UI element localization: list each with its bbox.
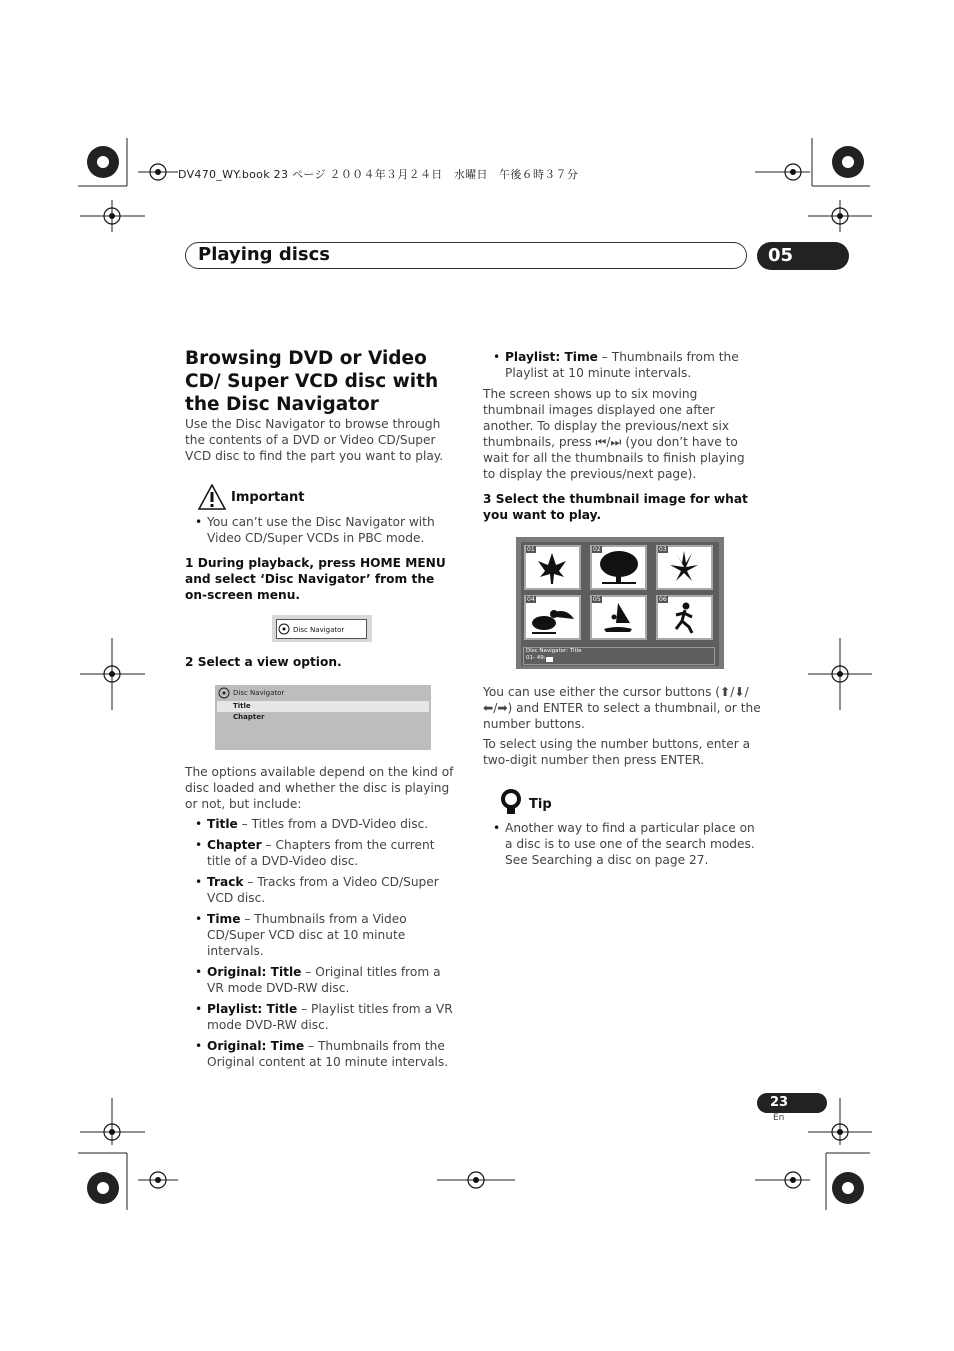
thumbnail-number: 04 bbox=[527, 596, 535, 603]
option-desc: – Titles from a DVD-Video disc. bbox=[237, 817, 429, 831]
option-item bbox=[185, 1001, 460, 1033]
option-desc: – Thumbnails from the Original content at 10 minute intervals. bbox=[207, 1039, 449, 1069]
disc-icon bbox=[278, 623, 290, 635]
lightbulb-icon bbox=[498, 788, 524, 816]
options-list bbox=[185, 816, 460, 1075]
option-item bbox=[185, 837, 460, 869]
option-term: Time bbox=[207, 912, 241, 926]
option-term: Original: Time bbox=[207, 1039, 305, 1053]
option-term: Playlist: Title bbox=[207, 1002, 298, 1016]
thumbnail-number: 02 bbox=[593, 546, 601, 553]
option-term: Title bbox=[207, 817, 238, 831]
step-1: 1 During playback, press HOME MENU and select ‘Disc Navigator’ from the on-screen menu. bbox=[185, 556, 446, 602]
option-desc: – Thumbnails from the Playlist at 10 minute intervals. bbox=[505, 350, 739, 380]
option-item bbox=[185, 874, 460, 906]
option-item bbox=[185, 911, 460, 959]
important-title: Important bbox=[231, 490, 305, 505]
print-header: DV470_WY.book 23 ページ ２００４年３月２４日 水曜日 午後６時３７分 bbox=[178, 168, 579, 181]
tree-icon bbox=[592, 547, 645, 588]
step-3: 3 Select the thumbnail image for what you want to play. bbox=[483, 492, 748, 522]
option-desc: – Thumbnails from a Video CD/Super VCD disc at 10 minute intervals. bbox=[207, 912, 407, 958]
option-desc: – Playlist titles from a VR mode DVD-RW disc. bbox=[207, 1002, 453, 1032]
menu-item-label: Disc Navigator bbox=[293, 626, 345, 634]
option-item bbox=[185, 1038, 460, 1070]
step-2: 2 Select a view option. bbox=[185, 655, 342, 669]
tip-list bbox=[483, 820, 758, 873]
thumbnail-number: 03 bbox=[659, 546, 667, 553]
toucan-icon bbox=[526, 597, 579, 638]
page-language: En bbox=[773, 1113, 785, 1123]
disc-icon bbox=[218, 687, 230, 699]
option-desc: – Chapters from the current title of a DVD-Video disc. bbox=[207, 838, 435, 868]
chapter-number: 05 bbox=[768, 245, 794, 266]
important-list bbox=[185, 514, 455, 551]
number-paragraph: To select using the number buttons, enter a two-digit number then press ENTER. bbox=[483, 737, 751, 767]
warning-icon bbox=[198, 484, 226, 510]
status-title: Disc Navigator: Title bbox=[526, 648, 582, 654]
option-term: Chapter bbox=[207, 838, 262, 852]
option-term: Playlist: Time bbox=[505, 350, 598, 364]
thumbnail-number: 01 bbox=[527, 546, 535, 553]
option-term: Original: Title bbox=[207, 965, 302, 979]
option-item bbox=[185, 964, 460, 996]
options-intro: The options available depend on the kind of disc loaded and whether the disc is playing or not, but include: bbox=[185, 765, 454, 811]
option-term: Track bbox=[207, 875, 244, 889]
important-item: • You can’t use the Disc Navigator with Video CD/Super VCDs in PBC mode. bbox=[185, 514, 455, 546]
thumbnail-number: 06 bbox=[659, 596, 667, 603]
option-desc: – Tracks from a Video CD/Super VCD disc. bbox=[207, 875, 439, 905]
screen-paragraph: The screen shows up to six moving thumbnail images displayed one after another. To display the previous/next six thumbnails, press ⏮/⏭ (you don’t have to wait for all the thumbnails to finish playing to display the previous/next page). bbox=[483, 387, 745, 481]
option-item bbox=[483, 349, 758, 381]
thumbnail-number: 05 bbox=[593, 596, 601, 603]
option-item bbox=[185, 816, 460, 832]
view-option-title: Title bbox=[233, 702, 251, 710]
page-number: 23 bbox=[770, 1095, 789, 1110]
section-title: Playing discs bbox=[198, 244, 330, 265]
status-value: 01- 49: bbox=[526, 655, 546, 661]
tip-title: Tip bbox=[529, 797, 552, 812]
tip-item: • Another way to find a particular place on a disc is to use one of the search modes. See Searching a disc on page 27. bbox=[483, 820, 758, 868]
page-number-tab bbox=[757, 1093, 827, 1113]
cursor-paragraph: You can use either the cursor buttons (⬆/⬇/⬅/➡) and ENTER to select a thumbnail, or the number buttons. bbox=[483, 685, 761, 731]
status-indicator bbox=[546, 657, 553, 662]
windsurfer-icon bbox=[592, 597, 645, 638]
lily-icon bbox=[658, 547, 711, 588]
page-heading: Browsing DVD or Video CD/ Super VCD disc with the Disc Navigator bbox=[185, 348, 439, 415]
intro-text: Use the Disc Navigator to browse through the contents of a DVD or Video CD/Super VCD disc to find the part you want to play. bbox=[185, 417, 444, 463]
skater-icon bbox=[658, 597, 711, 638]
leaf-icon bbox=[526, 547, 579, 588]
option-desc: – Original titles from a VR mode DVD-RW disc. bbox=[207, 965, 441, 995]
view-menu-title: Disc Navigator bbox=[233, 689, 285, 697]
playlist-time-list bbox=[483, 349, 758, 386]
view-option-chapter: Chapter bbox=[233, 713, 265, 721]
